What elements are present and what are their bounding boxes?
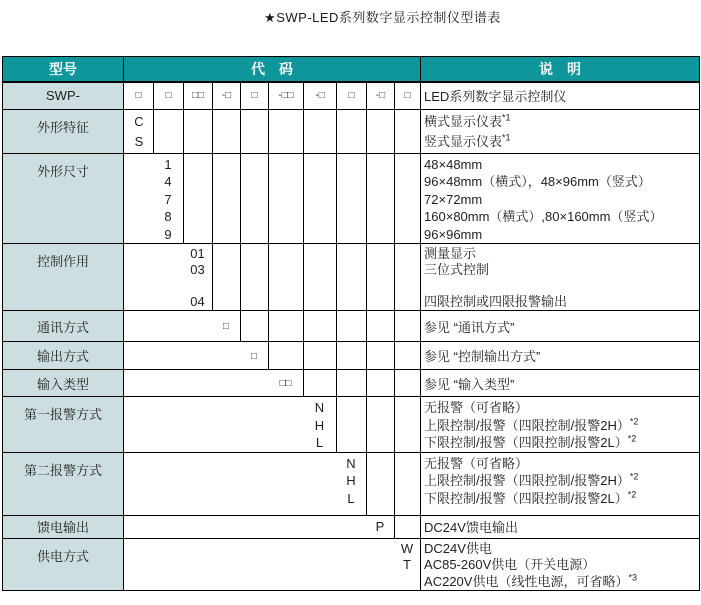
code-empty-cell: [367, 370, 395, 397]
code-empty-cell: [304, 311, 337, 342]
code-line: L: [315, 435, 324, 450]
code-empty-cell: [395, 109, 421, 153]
code-line: S: [134, 134, 144, 149]
description-line: [424, 156, 699, 174]
table-row: [3, 515, 700, 538]
table-row: [3, 397, 700, 453]
code-empty-cell: [241, 153, 269, 244]
code-placeholder-cell: □: [124, 82, 154, 109]
code-value: [153, 154, 183, 244]
code-empty-cell: [304, 342, 337, 370]
code-empty-cell: [184, 153, 213, 244]
footnote-superscript: *1: [502, 112, 511, 123]
description-line: [424, 132, 699, 153]
description-line: [424, 86, 699, 105]
table-row: [3, 370, 700, 397]
code-empty-cell: [304, 244, 337, 311]
description-text: 竖式显示仪表: [424, 134, 503, 149]
description-line: [424, 112, 699, 133]
table-row: [3, 109, 700, 153]
description-line: [424, 490, 699, 508]
code-empty-cell: [367, 452, 395, 515]
code-empty-cell: [269, 153, 304, 244]
description-text: 上限控制/报警（四限控制/报警2H）: [424, 417, 630, 433]
description-text: LED系列数字显示控制仪: [424, 89, 567, 105]
table-row: [3, 153, 700, 244]
code-placeholder-cell: -□□: [269, 82, 304, 109]
description-text: 下限控制/报警（四限控制/报警2L）: [424, 490, 628, 506]
code-empty-cell: [213, 244, 241, 311]
code-value-cell: [124, 538, 421, 591]
code-placeholder-cell: □□: [184, 82, 213, 109]
code-value: [183, 244, 212, 310]
code-empty-cell: [395, 311, 421, 342]
description-cell: [421, 244, 700, 311]
code-line: [183, 278, 212, 294]
code-empty-cell: [367, 397, 395, 453]
code-value: [394, 539, 420, 574]
code-empty-cell: [367, 244, 395, 311]
code-line: W: [400, 540, 414, 556]
code-empty-cell: [304, 370, 337, 397]
description-text: 四限控制或四限报警输出: [424, 294, 568, 309]
description-line: [424, 472, 699, 490]
description-line: [424, 246, 699, 262]
description-text: 上限控制/报警（四限控制/报警2H）: [424, 473, 630, 488]
code-value-cell: [124, 109, 154, 153]
code-value-cell: [124, 244, 213, 311]
code-empty-cell: [395, 397, 421, 453]
footnote-superscript: *2: [627, 489, 637, 500]
table-row: [3, 452, 700, 515]
code-value-cell: [124, 452, 367, 515]
code-text: P: [375, 518, 385, 534]
code-value-cell: [124, 342, 269, 370]
description-text: 参见 “控制输出方式”: [424, 349, 541, 364]
description-cell: [421, 370, 700, 397]
page-title: ★SWP-LED系列数字显示控制仪型谱表: [264, 10, 501, 25]
row-label-cell: 外形特征: [3, 109, 124, 153]
description-text: 参见 “通讯方式”: [424, 319, 515, 335]
description-text: DC24V供电: [424, 540, 492, 556]
footnote-superscript: *2: [627, 433, 637, 444]
description-cell: [421, 311, 700, 342]
code-empty-cell: [241, 109, 269, 153]
code-value: [336, 453, 366, 508]
code-empty-cell: [337, 311, 367, 342]
description-text: 测量显示: [424, 246, 477, 261]
row-label-cell: 输入类型: [3, 370, 124, 397]
code-value-cell: [124, 311, 241, 342]
code-empty-cell: [241, 244, 269, 311]
description-text: 参见 “输入类型”: [424, 376, 515, 392]
column-header-code: 代 码: [124, 57, 421, 83]
code-empty-cell: [395, 515, 421, 538]
description-cell: [421, 452, 700, 515]
footnote-superscript: *2: [629, 416, 639, 427]
code-empty-cell: [395, 153, 421, 244]
description-text: 48×48mm: [424, 156, 483, 172]
code-line: H: [346, 473, 356, 488]
code-line: N: [346, 455, 356, 471]
code-empty-cell: [367, 153, 395, 244]
description-cell: [421, 82, 700, 109]
description-text: 72×72mm: [424, 191, 483, 207]
code-empty-cell: [304, 109, 337, 153]
table-header-row: [3, 57, 700, 83]
code-empty-cell: [367, 109, 395, 153]
description-cell: [421, 397, 700, 453]
description-text: 下限控制/报警（四限控制/报警2L）: [424, 435, 628, 450]
code-line: C: [134, 113, 144, 129]
code-line: 1: [164, 156, 172, 172]
code-line: N: [314, 400, 325, 415]
table-body: [3, 82, 700, 591]
code-line: 04: [190, 294, 205, 309]
code-empty-cell: [367, 342, 395, 370]
code-empty-cell: [269, 244, 304, 311]
code-empty-cell: [337, 342, 367, 370]
description-line: [424, 317, 699, 336]
code-value-cell: [124, 370, 304, 397]
code-line: 7: [164, 191, 172, 207]
code-value: [303, 397, 336, 452]
row-label-cell: 控制作用: [3, 244, 124, 311]
description-text: 无报警（可省略）: [424, 455, 529, 471]
code-placeholder-cell: -□: [367, 82, 395, 109]
code-text: □□: [279, 378, 292, 389]
footnote-superscript: *2: [629, 471, 639, 482]
code-placeholder-cell: □: [154, 82, 184, 109]
table-row: [3, 82, 700, 109]
code-empty-cell: [395, 342, 421, 370]
footnote-superscript: *1: [502, 132, 511, 143]
description-line: [424, 455, 699, 473]
description-line: [424, 557, 699, 574]
description-line: [424, 294, 699, 310]
description-line: [424, 399, 699, 417]
code-empty-cell: [337, 153, 367, 244]
code-value-cell: [124, 397, 337, 453]
description-cell: [421, 538, 700, 591]
description-text: AC85-260V供电（开关电源）: [424, 557, 596, 573]
description-line: [424, 173, 699, 191]
code-empty-cell: [269, 311, 304, 342]
code-empty-cell: [395, 244, 421, 311]
row-label-cell: 通讯方式: [3, 311, 124, 342]
code-line: 03: [190, 262, 205, 277]
code-empty-cell: [154, 109, 184, 153]
description-cell: [421, 153, 700, 244]
code-empty-cell: [395, 370, 421, 397]
description-line: [424, 191, 699, 209]
code-text: □: [250, 351, 258, 362]
description-line: [424, 262, 699, 278]
code-value: [268, 370, 303, 396]
description-text: AC220V供电（线性电源，可省略）: [424, 573, 629, 589]
code-value: [366, 516, 394, 537]
description-text: 三位式控制: [424, 262, 490, 277]
description-line: [424, 374, 699, 393]
code-placeholder-cell: -□: [213, 82, 241, 109]
row-label-cell: SWP-: [3, 82, 124, 109]
description-line: [424, 574, 699, 591]
code-line: 4: [164, 174, 172, 189]
code-value: [212, 311, 240, 341]
code-empty-cell: [337, 109, 367, 153]
description-line: [424, 278, 699, 294]
description-text: 96×96mm: [424, 226, 483, 242]
row-label-cell: 馈电输出: [3, 515, 124, 538]
model-selection-table: [2, 56, 700, 591]
column-header-desc: 说 明: [421, 57, 700, 83]
footnote-superscript: *3: [628, 572, 637, 583]
code-value-cell: [124, 153, 184, 244]
code-placeholder-cell: □: [241, 82, 269, 109]
table-row: [3, 244, 700, 311]
row-label-cell: 输出方式: [3, 342, 124, 370]
code-line: 8: [164, 209, 172, 224]
table-row: [3, 311, 700, 342]
description-text: 横式显示仪表: [424, 113, 503, 129]
code-line: L: [347, 490, 355, 506]
row-label-cell: 第一报警方式: [3, 397, 124, 453]
code-placeholder-cell: -□: [304, 82, 337, 109]
code-empty-cell: [337, 370, 367, 397]
code-empty-cell: [269, 109, 304, 153]
table-row: [3, 538, 700, 591]
description-line: [424, 541, 699, 558]
code-empty-cell: [213, 153, 241, 244]
description-line: [424, 226, 699, 244]
code-empty-cell: [269, 342, 304, 370]
row-label-cell: 第二报警方式: [3, 452, 124, 515]
code-line: 9: [164, 226, 172, 242]
row-label-cell: 供电方式: [3, 538, 124, 591]
code-placeholder-cell: □: [337, 82, 367, 109]
description-line: [424, 417, 699, 435]
code-empty-cell: [337, 244, 367, 311]
code-line: 01: [190, 246, 205, 261]
description-line: [424, 517, 699, 536]
description-cell: [421, 109, 700, 153]
code-value: [240, 342, 268, 369]
description-text: DC24V馈电输出: [424, 520, 518, 535]
code-empty-cell: [304, 153, 337, 244]
description-text: 无报警（可省略）: [424, 400, 529, 415]
code-empty-cell: [367, 311, 395, 342]
code-empty-cell: [241, 311, 269, 342]
description-line: [424, 208, 699, 226]
description-line: [424, 346, 699, 365]
code-line: T: [403, 557, 411, 573]
description-line: [424, 434, 699, 452]
code-empty-cell: [213, 109, 241, 153]
description-text: 96×48mm（横式），48×96mm（竖式）: [424, 174, 651, 189]
code-line: H: [314, 417, 325, 433]
code-empty-cell: [395, 452, 421, 515]
description-cell: [421, 515, 700, 538]
code-value: [124, 110, 154, 153]
column-header-model: 型号: [3, 57, 124, 83]
description-cell: [421, 342, 700, 370]
table-row: [3, 342, 700, 370]
code-placeholder-cell: □: [395, 82, 421, 109]
description-text: 160×80mm（横式）,80×160mm（竖式）: [424, 209, 663, 224]
row-label-cell: 外形尺寸: [3, 153, 124, 244]
code-value-cell: [124, 515, 395, 538]
code-text: □: [222, 321, 230, 332]
code-empty-cell: [337, 397, 367, 453]
code-empty-cell: [184, 109, 213, 153]
description-text: [424, 278, 428, 293]
